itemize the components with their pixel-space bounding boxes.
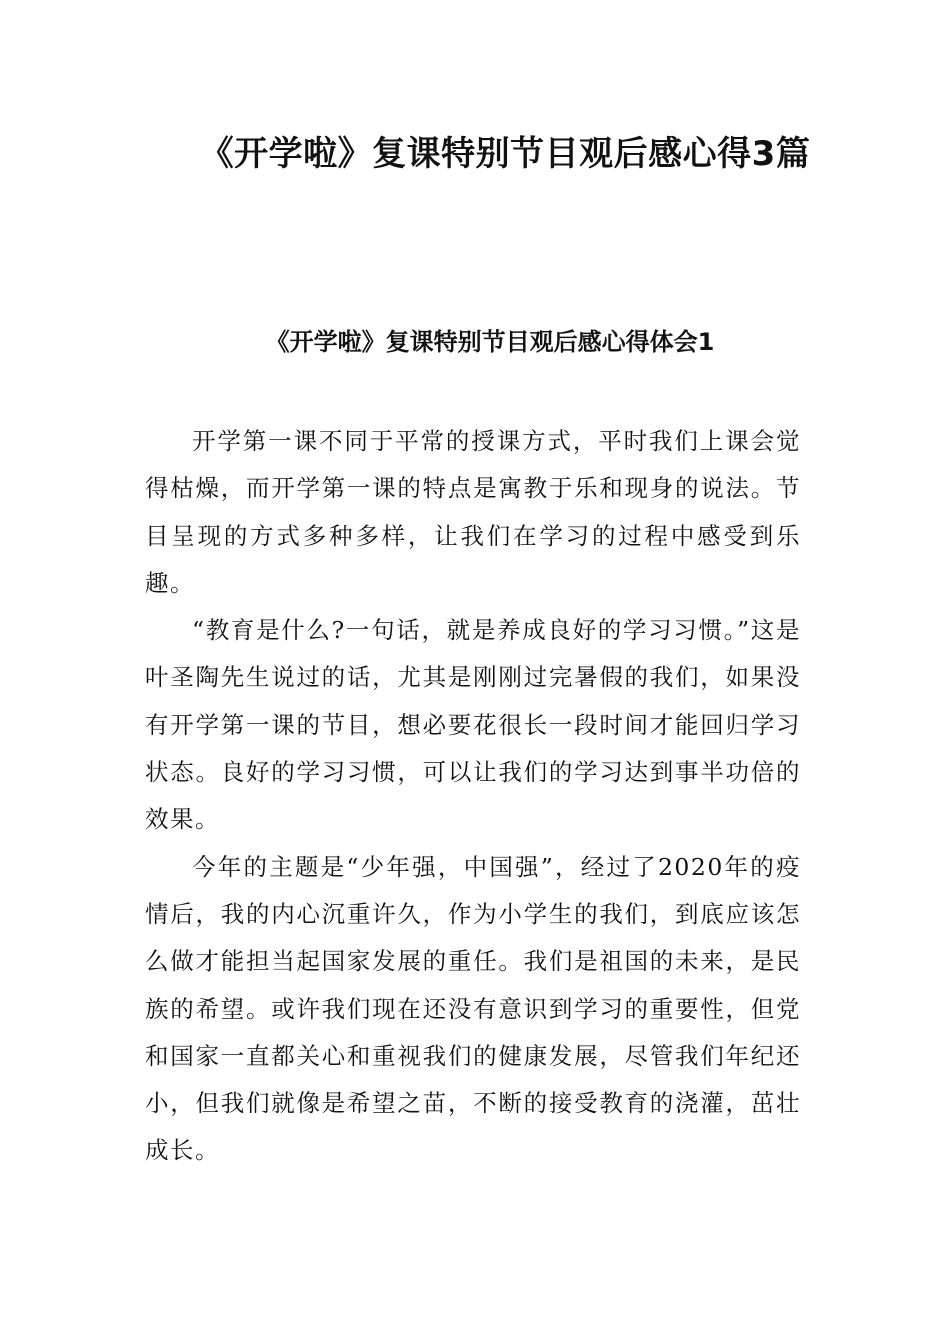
paragraph-2: “教育是什么?一句话，就是养成良好的学习习惯。”这是叶圣陶先生说过的话，尤其是刚刚过完暑假的我们，如果没有开学第一课的节目，想必要花很长一段时间才能回归学习状态。良好的学习习惯，可以让我们的学习达到事半功倍的效果。	[145, 616, 801, 834]
paragraph-1: 开学第一课不同于平常的授课方式，平时我们上课会觉得枯燥，而开学第一课的特点是寓教于乐和现身的说法。节目呈现的方式多种多样，让我们在学习的过程中感受到乐趣。	[145, 427, 801, 597]
body-text	[145, 418, 801, 1175]
paragraph-3: 今年的主题是“少年强，中国强”，经过了2020年的疫情后，我的内心沉重许久，作为小学生的我们，到底应该怎么做才能担当起国家发展的重任。我们是祖国的未来，是民族的希望。或许我们现在还没有意识到学习的重要性，但党和国家一直都关心和重视我们的健康发展，尽管我们年纪还小，但我们就像是希望之苗，不断的接受教育的浇灌，茁壮成长。	[145, 852, 801, 1165]
section-heading: 《开学啦》复课特别节目观后感心得体会1	[265, 328, 715, 356]
document-title: 《开学啦》复课特别节目观后感心得3篇	[199, 134, 811, 174]
